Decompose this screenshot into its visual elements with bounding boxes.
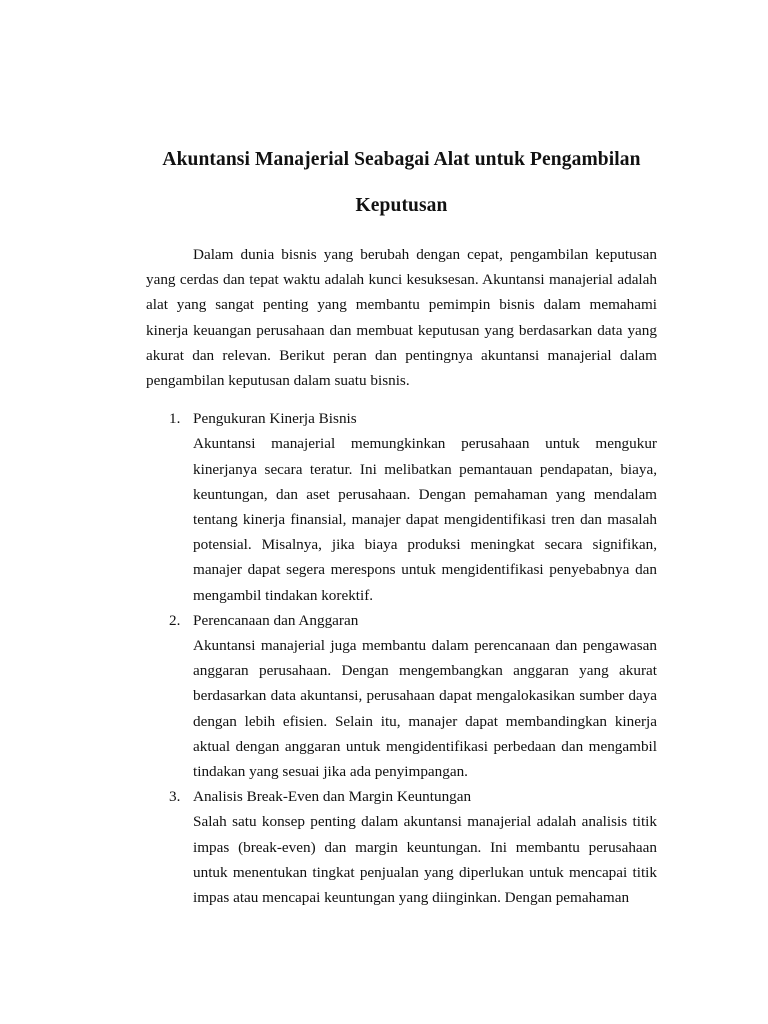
list-item-body: Akuntansi manajerial memungkinkan perusahaan untuk mengukur kinerjanya secara teratur. Ini melibatkan pemantauan pendapatan, biaya, keuntungan, dan aset perusahaan. Dengan pemahaman yang mendalam tentang kinerja finansial, manajer dapat mengidentifikasi tren dan masalah potensial. Misalnya, jika biaya produksi meningkat secara signifikan, manajer dapat segera merespons untuk mengidentifikasi penyebabnya dan mengambil tindakan korektif. (193, 435, 657, 604)
list-item-number: 1. (169, 410, 181, 428)
list-item-heading: Perencanaan dan Anggaran (193, 611, 359, 629)
document-title: Akuntansi Manajerial Seabagai Alat untuk Pengambilan Keputusan (162, 149, 641, 216)
list-item (146, 784, 657, 910)
list-item-heading: Analisis Break-Even dan Margin Keuntungan (193, 788, 472, 806)
list-item-body: Akuntansi manajerial juga membantu dalam perencanaan dan pengawasan anggaran perusahaan. Dengan mengembangkan anggaran yang akurat berdasarkan data akuntansi, perusahaan dapat mengalokasikan sumber daya dengan lebih efisien. Selain itu, manajer dapat membandingkan kinerja aktual dengan anggaran untuk mengidentifikasi perbedaan dan mengambil tindakan yang sesuai jika ada penyimpangan. (193, 637, 657, 781)
list-item (146, 608, 657, 784)
list-item (146, 406, 657, 608)
list-item-body: Salah satu konsep penting dalam akuntansi manajerial adalah analisis titik impas (break-even) dan margin keuntungan. Ini membantu perusahaan untuk menentukan tingkat penjualan yang diperlukan untuk mencapai titik impas atau mencapai keuntungan yang diinginkan. Dengan pemahaman (193, 813, 657, 907)
list-item-number: 2. (169, 611, 181, 629)
numbered-list (146, 406, 657, 910)
list-item-heading: Pengukuran Kinerja Bisnis (193, 410, 357, 428)
list-item-number: 3. (169, 788, 181, 806)
intro-paragraph: Dalam dunia bisnis yang berubah dengan cepat, pengambilan keputusan yang cerdas dan tepat waktu adalah kunci kesuksesan. Akuntansi manajerial adalah alat yang sangat penting yang membantu pemimpin bisnis dalam memahami kinerja keuangan perusahaan dan membuat keputusan yang berdasarkan data yang akurat dan relevan. Berikut peran dan pentingnya akuntansi manajerial dalam pengambilan keputusan dalam suatu bisnis. (146, 246, 657, 390)
